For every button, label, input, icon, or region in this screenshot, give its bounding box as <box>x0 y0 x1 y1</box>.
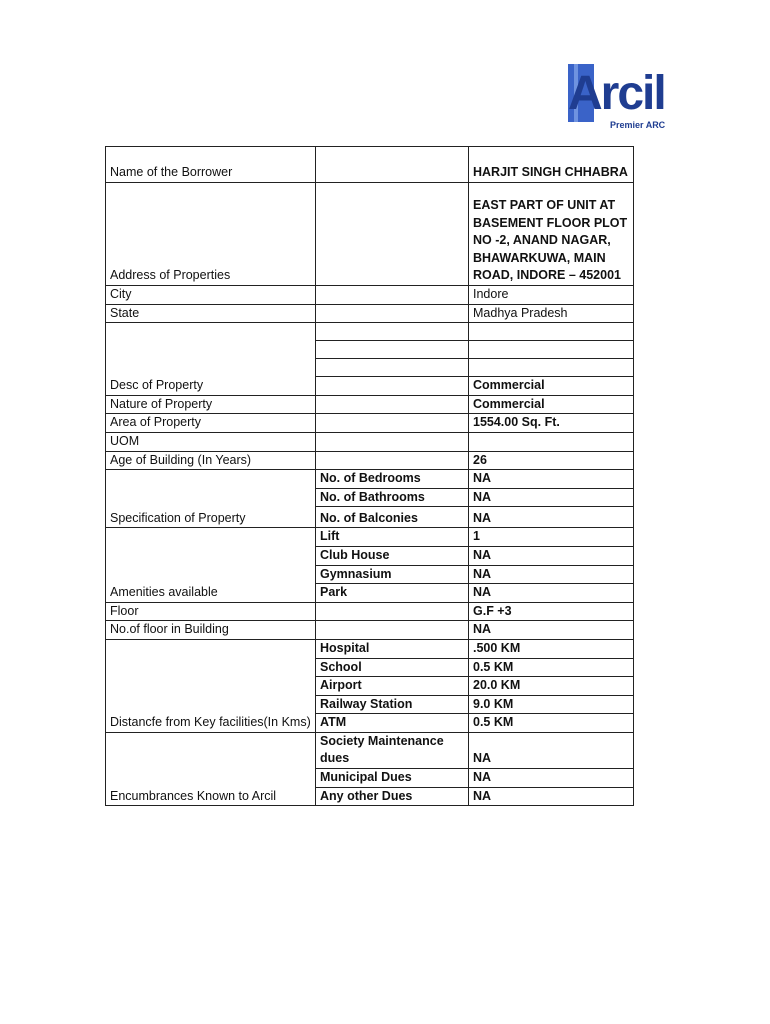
amenity-value: NA <box>469 565 634 584</box>
nature-label: Nature of Property <box>106 395 316 414</box>
uom-value <box>469 432 634 451</box>
encumbrances-label: Encumbrances Known to Arcil <box>106 732 316 805</box>
table-row <box>106 470 634 489</box>
address-label: Address of Properties <box>106 183 316 286</box>
dues-value: NA <box>469 769 634 788</box>
borrower-value: HARJIT SINGH CHHABRA <box>469 147 634 183</box>
table-row <box>106 304 634 323</box>
dues-value: NA <box>469 732 634 768</box>
empty-cell <box>469 341 634 359</box>
empty-cell <box>316 621 469 640</box>
table-row <box>106 183 634 286</box>
desc-value: Commercial <box>469 377 634 396</box>
table-row <box>106 323 634 341</box>
facility-name: Railway Station <box>316 695 469 714</box>
state-value: Madhya Pradesh <box>469 304 634 323</box>
spec-item-value: NA <box>469 488 634 507</box>
amenity-name: Lift <box>316 528 469 547</box>
empty-cell <box>316 323 469 341</box>
empty-cell <box>469 359 634 377</box>
facility-distance: 0.5 KM <box>469 714 634 733</box>
empty-cell <box>316 395 469 414</box>
property-details-table <box>105 146 634 806</box>
facility-distance: 0.5 KM <box>469 658 634 677</box>
spec-item-value: NA <box>469 507 634 528</box>
empty-cell <box>316 414 469 433</box>
table-row <box>106 147 634 183</box>
logo-brand-text: Arcil <box>568 67 665 120</box>
table-row <box>106 286 634 305</box>
spec-item-value: NA <box>469 470 634 489</box>
nature-value: Commercial <box>469 395 634 414</box>
floors-label: No.of floor in Building <box>106 621 316 640</box>
dues-name: Society Maintenance dues <box>316 732 469 768</box>
spec-label: Specification of Property <box>106 470 316 528</box>
area-value: 1554.00 Sq. Ft. <box>469 414 634 433</box>
empty-cell <box>316 304 469 323</box>
table-row <box>106 451 634 470</box>
state-label: State <box>106 304 316 323</box>
age-value: 26 <box>469 451 634 470</box>
amenity-value: 1 <box>469 528 634 547</box>
spec-item-name: No. of Bedrooms <box>316 470 469 489</box>
empty-cell <box>316 602 469 621</box>
address-value: EAST PART OF UNIT AT BASEMENT FLOOR PLOT NO -2, ANAND NAGAR, BHAWARKUWA, MAIN ROAD, INDORE – 452001 <box>469 183 634 286</box>
empty-cell <box>316 359 469 377</box>
floor-value: G.F +3 <box>469 602 634 621</box>
table-row <box>106 414 634 433</box>
facility-name: School <box>316 658 469 677</box>
facility-name: Hospital <box>316 639 469 658</box>
dues-name: Municipal Dues <box>316 769 469 788</box>
distance-label: Distancfe from Key facilities(In Kms) <box>106 639 316 732</box>
area-label: Area of Property <box>106 414 316 433</box>
uom-label: UOM <box>106 432 316 451</box>
empty-cell <box>316 451 469 470</box>
city-label: City <box>106 286 316 305</box>
empty-cell <box>316 183 469 286</box>
dues-name: Any other Dues <box>316 787 469 806</box>
floor-label: Floor <box>106 602 316 621</box>
table-row <box>106 395 634 414</box>
empty-cell <box>316 147 469 183</box>
table-row <box>106 639 634 658</box>
facility-name: ATM <box>316 714 469 733</box>
spec-item-name: No. of Bathrooms <box>316 488 469 507</box>
amenity-value: NA <box>469 546 634 565</box>
table-row <box>106 621 634 640</box>
table-row <box>106 732 634 768</box>
amenity-name: Club House <box>316 546 469 565</box>
empty-cell <box>316 341 469 359</box>
borrower-label: Name of the Borrower <box>106 147 316 183</box>
facility-distance: .500 KM <box>469 639 634 658</box>
desc-label: Desc of Property <box>106 323 316 396</box>
empty-cell <box>316 377 469 396</box>
spec-item-name: No. of Balconies <box>316 507 469 528</box>
empty-cell <box>316 286 469 305</box>
amenity-name: Park <box>316 584 469 603</box>
facility-name: Airport <box>316 677 469 696</box>
amenity-name: Gymnasium <box>316 565 469 584</box>
floors-value: NA <box>469 621 634 640</box>
empty-cell <box>316 432 469 451</box>
table-row <box>106 602 634 621</box>
logo-tagline: Premier ARC <box>610 120 666 130</box>
facility-distance: 20.0 KM <box>469 677 634 696</box>
facility-distance: 9.0 KM <box>469 695 634 714</box>
table-row <box>106 432 634 451</box>
city-value: Indore <box>469 286 634 305</box>
age-label: Age of Building (In Years) <box>106 451 316 470</box>
amenities-label: Amenities available <box>106 528 316 602</box>
table-row <box>106 528 634 547</box>
amenity-value: NA <box>469 584 634 603</box>
dues-value: NA <box>469 787 634 806</box>
empty-cell <box>469 323 634 341</box>
